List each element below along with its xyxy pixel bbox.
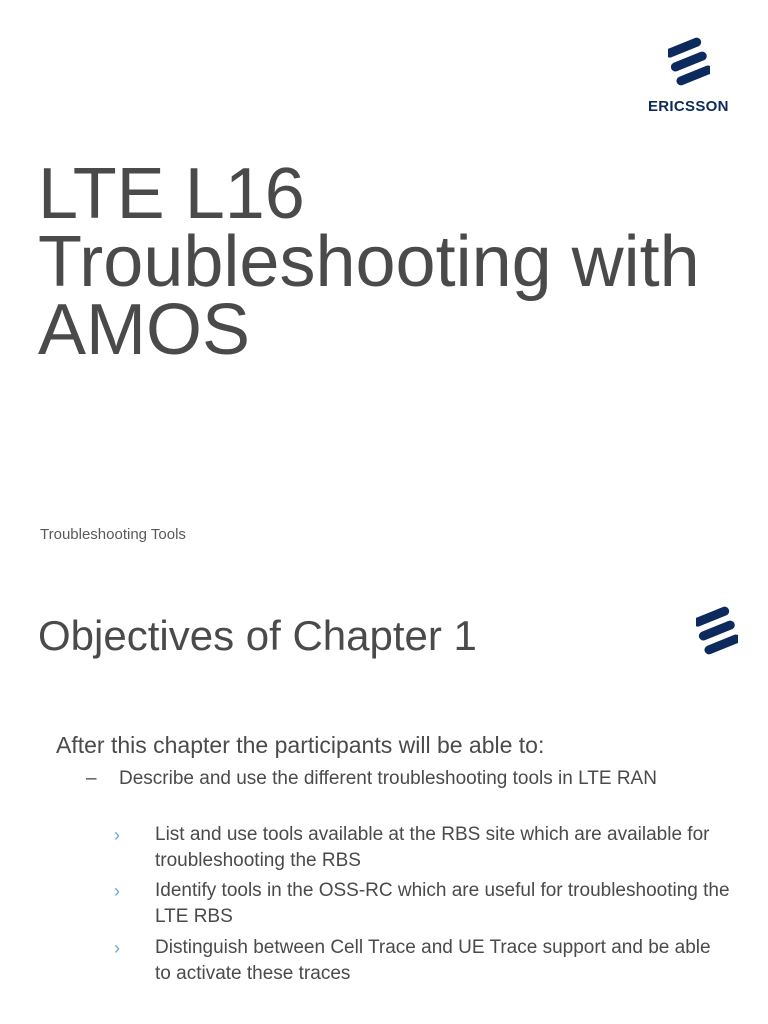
brand-wordmark: ERICSSON [648,98,729,115]
ericsson-logo-small [696,604,738,663]
objectives-intro: After this chapter the participants will be able to: [56,732,545,758]
sub-bullet-text: Identify tools in the OSS-RC which are useful for troubleshooting the LTE RBS [155,880,730,927]
sub-bullet-text: Distinguish between Cell Trace and UE Trace support and be able to activate these traces [155,937,711,984]
sub-bullet-text: List and use tools available at the RBS site which are available for troubleshooting the RBS [155,824,710,871]
cover-title-line-3: AMOS [38,290,251,370]
dash-bullet-icon: – [86,768,97,789]
cover-title-line-1: LTE L16 [38,154,305,234]
chevron-right-icon: › [114,938,120,958]
cover-title [38,154,758,370]
ericsson-logo-icon [668,36,710,88]
main-bullet-text: Describe and use the different troubleshooting tools in LTE RAN [119,768,657,789]
chevron-right-icon: › [114,825,120,845]
cover-subtitle: Troubleshooting Tools [40,526,186,543]
cover-title-line-2: Troubleshooting with [38,222,700,302]
objectives-title: Objectives of Chapter 1 [38,612,477,659]
ericsson-logo [648,36,740,116]
ericsson-logo-icon [696,604,738,658]
chevron-right-icon: › [114,881,120,901]
